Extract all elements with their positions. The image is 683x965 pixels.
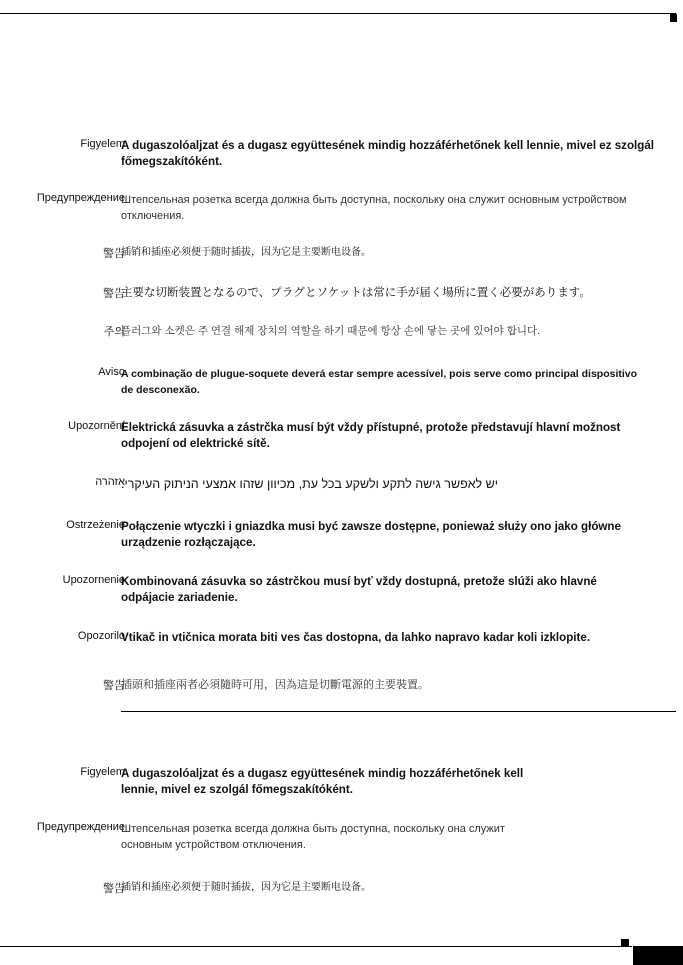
warning-text: A dugaszolóaljzat és a dugasz együttesének mindig hozzáférhetőnek kell lennie, mivel ez szolgál főmegszakítóként. <box>121 139 655 168</box>
warning-text: Kombinovaná zásuvka so zástrčkou musí byť vždy dostupná, pretože slúži ako hlavné odpájacie zariadenie. <box>121 575 597 604</box>
warning-text: 插頭和插座兩者必須隨時可用，因為這是切斷電源的主要裝置。 <box>121 679 429 691</box>
warning-label: אזהרה <box>95 476 125 488</box>
warning-text: Elektrická zásuvka a zástrčka musí být vždy přístupné, protože představují hlavní možnost odpojení od elektrické sítě. <box>121 421 621 450</box>
warning-text: Штепсельная розетка всегда должна быть доступна, поскольку она служит основным устройством отключения. <box>121 194 627 222</box>
warning-label: Предупреждение <box>36 192 125 204</box>
footer-tab <box>633 946 683 965</box>
warning-label: 警告 <box>103 680 125 692</box>
warning-text: 主要な切断装置となるので、プラグとソケットは常に手が届く場所に置く必要があります。 <box>121 287 591 299</box>
warning-text: A combinação de plugue-soquete deverá estar sempre acessível, pois serve como principal dispositivo de desconexão. <box>121 368 638 396</box>
warning-text: יש לאפשר גישה לתקע ולשקע בכל עת, מכיוון שזהו אמצעי הניתוק העיקרי. <box>121 477 499 491</box>
warning-text: A dugaszolóaljzat és a dugasz együttesének mindig hozzáférhetőnek kell lennie, mivel ez szolgál főmegszakítóként. <box>121 767 524 796</box>
footer-rule <box>0 946 632 947</box>
warning-label: Upozornění <box>68 420 125 432</box>
warning-text: 插销和插座必须便于随时插拔，因为它是主要断电设备。 <box>121 882 371 893</box>
warning-label: 警告 <box>103 248 125 260</box>
warning-label: Figyelem <box>80 138 125 150</box>
warning-label: Предупреждение <box>36 821 125 833</box>
warning-label: Opozorilo <box>77 630 125 642</box>
warning-label: 警告 <box>103 288 125 300</box>
warning-label: Ostrzeżenie <box>66 519 125 531</box>
warning-label: Upozornenie <box>62 574 125 586</box>
warning-text: Штепсельная розетка всегда должна быть доступна, поскольку она служит основным устройством отключения. <box>121 823 505 851</box>
section-divider <box>121 711 676 712</box>
warning-text: 插销和插座必须便于随时插拔，因为它是主要断电设备。 <box>121 247 371 258</box>
header-corner-mark <box>670 14 677 22</box>
warning-label: 警告 <box>103 883 125 895</box>
warning-label: Figyelem <box>80 766 125 778</box>
header-rule <box>0 13 676 14</box>
warning-text: Vtikač in vtičnica morata biti ves čas dostopna, da lahko napravo kadar koli izklopite. <box>121 631 591 644</box>
warning-label: Aviso <box>98 366 125 378</box>
warning-label: 주의 <box>103 326 125 338</box>
warning-text: Połączenie wtyczki i gniazdka musi być zawsze dostępne, ponieważ służy ono jako główne urządzenie rozłączające. <box>121 520 621 549</box>
warning-text: 플러그와 소켓은 주 연결 해제 장치의 역할을 하기 때문에 항상 손에 닿는 곳에 있어야 합니다. <box>121 325 541 337</box>
